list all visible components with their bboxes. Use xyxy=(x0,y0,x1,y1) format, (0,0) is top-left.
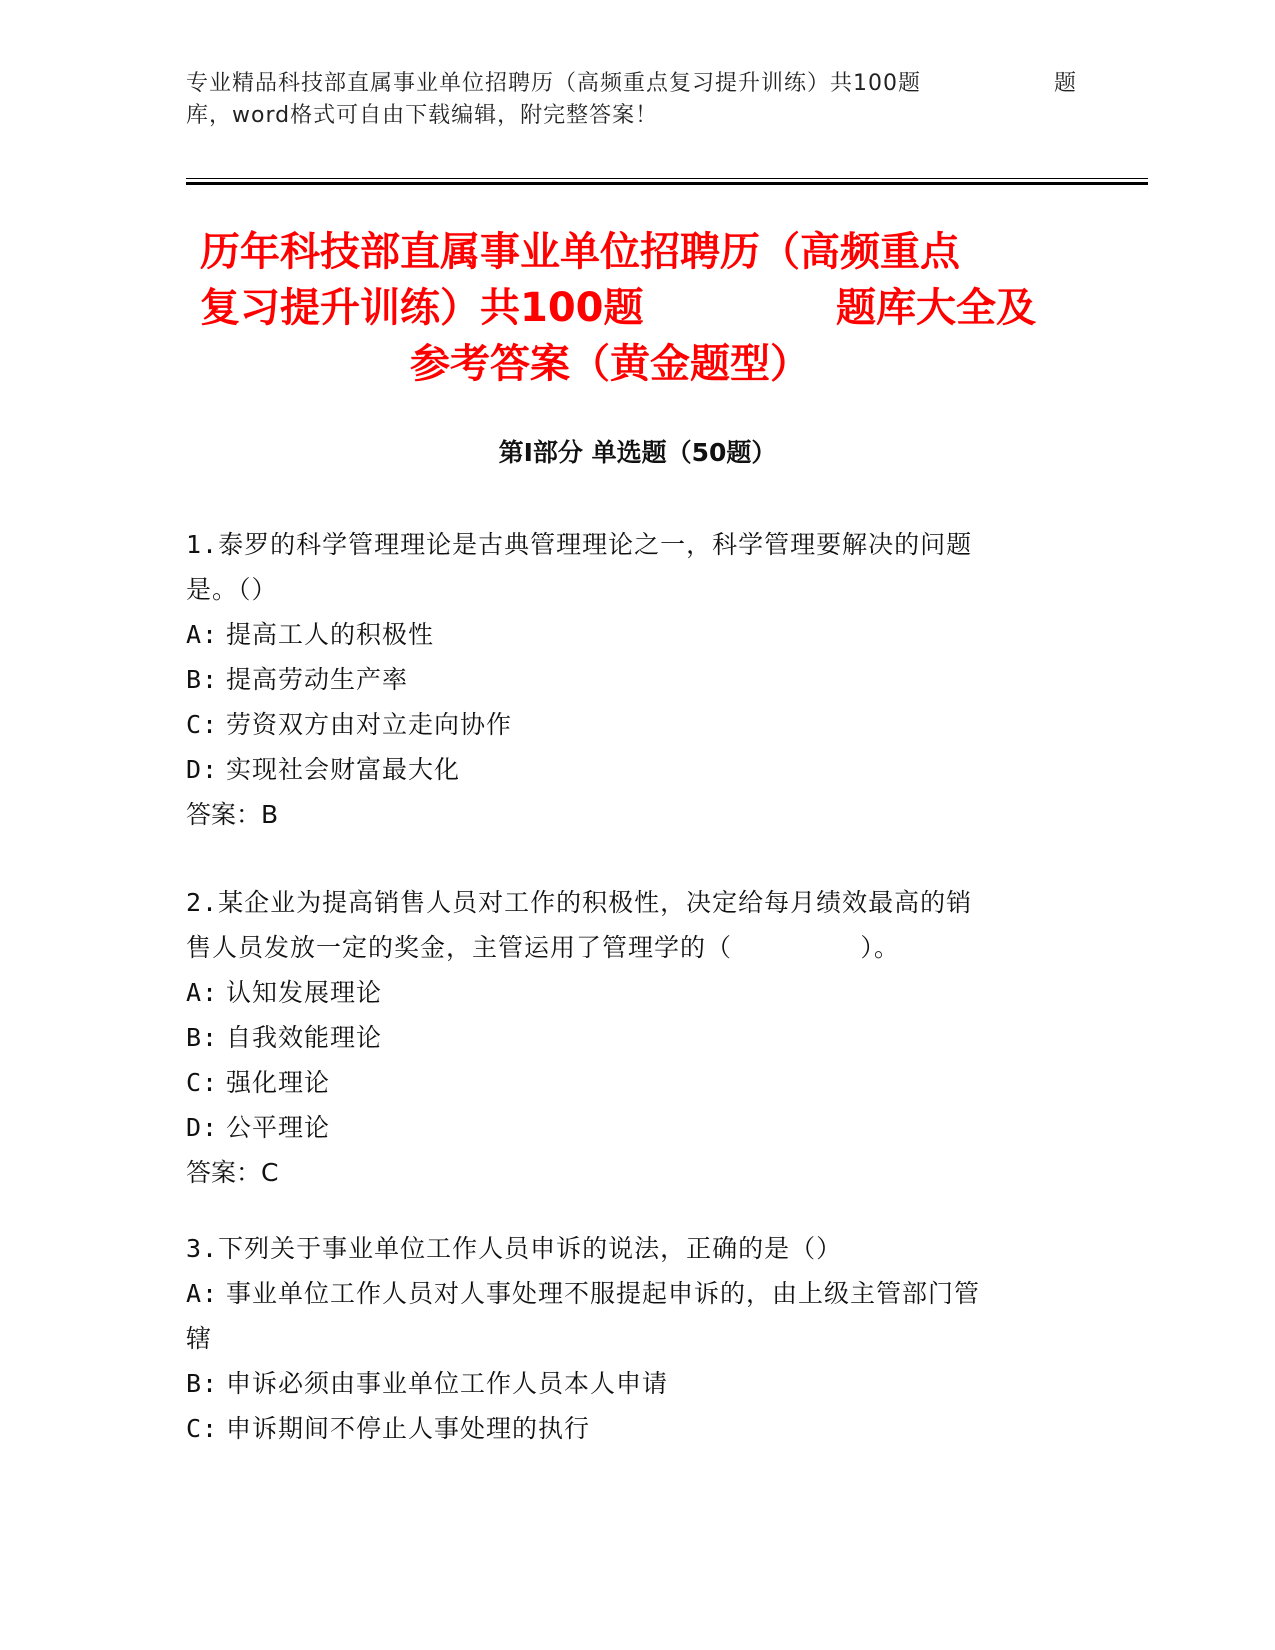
option-key: A: xyxy=(186,1279,219,1308)
option-text: 事业单位工作人员对人事处理不服提起申诉的，由上级主管部门管 xyxy=(226,1279,981,1308)
option-key: D: xyxy=(186,1113,219,1142)
question-stem: 1.泰罗的科学管理理论是古典管理理论之一，科学管理要解决的问题 xyxy=(186,530,973,559)
option-key: A: xyxy=(186,978,219,1007)
header-line-1-main: 专业精品科技部直属事业单位招聘历（高频重点复习提升训练）共100题 xyxy=(186,71,921,96)
question-3 xyxy=(186,1226,1066,1451)
option-key: C: xyxy=(186,1068,219,1097)
option-key: A: xyxy=(186,620,219,649)
option-a xyxy=(186,612,1066,657)
question-stem-cont: 售人员发放一定的奖金，主管运用了管理学的（ ）。 xyxy=(186,933,900,962)
title-line-1: 历年科技部直属事业单位招聘历（高频重点 xyxy=(200,229,960,275)
answer: 答案：C xyxy=(186,1158,279,1187)
option-text: 自我效能理论 xyxy=(226,1023,383,1052)
question-stem: 3.下列关于事业单位工作人员申诉的说法，正确的是（） xyxy=(186,1234,843,1263)
option-text: 实现社会财富最大化 xyxy=(226,755,461,784)
option-text: 申诉必须由事业单位工作人员本人申请 xyxy=(226,1369,669,1398)
option-text: 申诉期间不停止人事处理的执行 xyxy=(226,1414,591,1443)
option-d xyxy=(186,747,1066,792)
option-key: B: xyxy=(186,1369,219,1398)
header-note xyxy=(186,68,1086,132)
question-2 xyxy=(186,880,1066,1195)
header-rule-thin xyxy=(186,178,1148,179)
title-line-3: 参考答案（黄金题型） xyxy=(410,341,810,387)
header-line-2: 库，word格式可自由下载编辑，附完整答案！ xyxy=(186,103,659,128)
title-line-2-part-b: 题库大全及 xyxy=(836,285,1036,331)
header-rule-thick xyxy=(186,182,1148,185)
option-a xyxy=(186,1271,1066,1316)
option-a xyxy=(186,970,1066,1015)
answer: 答案：B xyxy=(186,800,279,829)
option-text: 公平理论 xyxy=(226,1113,331,1142)
question-1 xyxy=(186,522,1066,837)
option-a-cont: 辖 xyxy=(186,1324,213,1353)
option-key: B: xyxy=(186,1023,219,1052)
option-b xyxy=(186,1361,1066,1406)
question-stem-cont: 是。（） xyxy=(186,575,278,604)
title-line-2 xyxy=(186,280,1086,336)
option-key: C: xyxy=(186,710,219,739)
option-text: 强化理论 xyxy=(226,1068,331,1097)
option-c xyxy=(186,702,1066,747)
option-key: D: xyxy=(186,755,219,784)
option-key: C: xyxy=(186,1414,219,1443)
header-line-1 xyxy=(186,68,1086,100)
option-b xyxy=(186,657,1066,702)
option-text: 提高劳动生产率 xyxy=(226,665,409,694)
option-c xyxy=(186,1406,1066,1451)
option-c xyxy=(186,1060,1066,1105)
section-title: 第Ⅰ部分 单选题（50题） xyxy=(498,438,777,467)
question-stem: 2.某企业为提高销售人员对工作的积极性，决定给每月绩效最高的销 xyxy=(186,888,973,917)
option-text: 劳资双方由对立走向协作 xyxy=(226,710,513,739)
title-line-2-part-a: 复习提升训练）共100题 xyxy=(200,285,644,331)
option-text: 认知发展理论 xyxy=(226,978,383,1007)
option-d xyxy=(186,1105,1066,1150)
option-text: 提高工人的积极性 xyxy=(226,620,435,649)
option-key: B: xyxy=(186,665,219,694)
option-b xyxy=(186,1015,1066,1060)
header-line-1-tail: 题 xyxy=(1054,71,1078,96)
document-title xyxy=(186,224,1086,392)
